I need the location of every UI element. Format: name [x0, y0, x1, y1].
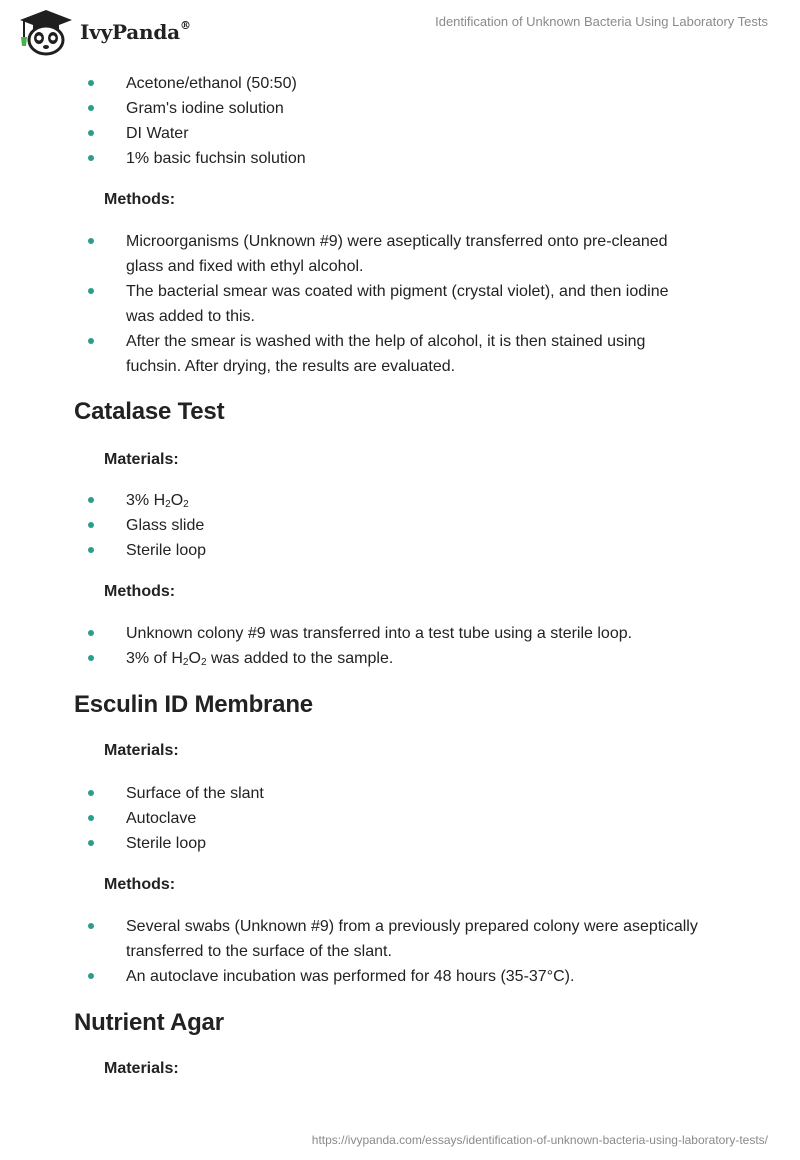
list-item: 1% basic fuchsin solution — [126, 146, 736, 171]
bullet-icon — [88, 338, 94, 344]
section-heading-esculin: Esculin ID Membrane — [74, 691, 313, 718]
list-item: Acetone/ethanol (50:50) — [126, 71, 736, 96]
bullet-icon — [88, 238, 94, 244]
methods-subheading: Methods: — [104, 191, 176, 208]
document-title: Identification of Unknown Bacteria Using Laboratory Tests — [435, 14, 768, 29]
bullet-icon — [88, 497, 94, 503]
bullet-icon — [88, 923, 94, 929]
list-item: The bacterial smear was coated with pigment (crystal violet), and then iodine was added to this. — [126, 279, 736, 329]
bullet-icon — [88, 130, 94, 136]
bullet-icon — [88, 105, 94, 111]
panda-mortarboard-icon — [16, 8, 76, 56]
logo-text: IvyPanda® — [80, 19, 191, 44]
list-item: Unknown colony #9 was transferred into a test tube using a sterile loop. — [126, 621, 736, 646]
bullet-icon — [88, 973, 94, 979]
bullet-icon — [88, 790, 94, 796]
section-heading-catalase: Catalase Test — [74, 398, 225, 425]
bullet-icon — [88, 815, 94, 821]
list-item: Gram's iodine solution — [126, 96, 736, 121]
materials-subheading: Materials: — [104, 1060, 179, 1077]
bullet-icon — [88, 655, 94, 661]
list-item: DI Water — [126, 121, 736, 146]
list-item: Several swabs (Unknown #9) from a previously prepared colony were aseptically transferred to the surface of the slant. — [126, 914, 736, 964]
ivypanda-logo[interactable] — [16, 8, 191, 56]
bullet-icon — [88, 80, 94, 86]
list-item: An autoclave incubation was performed for 48 hours (35-37°C). — [126, 964, 736, 989]
section-heading-nutrient-agar: Nutrient Agar — [74, 1009, 224, 1036]
bullet-icon — [88, 522, 94, 528]
list-item: 3% of $H_2O_2$ was added to the sample. — [126, 646, 736, 671]
list-item: Surface of the slant — [126, 781, 736, 806]
methods-subheading: Methods: — [104, 583, 176, 600]
list-item: Microorganisms (Unknown #9) were aseptically transferred onto pre-cleaned glass and fixed with ethyl alcohol. — [126, 229, 736, 279]
list-item: Glass slide — [126, 513, 736, 538]
page-header — [0, 0, 800, 62]
materials-subheading: Materials: — [104, 451, 179, 468]
list-item: After the smear is washed with the help of alcohol, it is then stained using fuchsin. After drying, the results are evaluated. — [126, 329, 736, 379]
source-url-link[interactable]: https://ivypanda.com/essays/identification-of-unknown-bacteria-using-laboratory-tests/ — [311, 1133, 768, 1147]
list-item: Sterile loop — [126, 538, 736, 563]
bullet-icon — [88, 155, 94, 161]
list-item: Sterile loop — [126, 831, 736, 856]
bullet-icon — [88, 840, 94, 846]
materials-subheading: Materials: — [104, 742, 179, 759]
bullet-icon — [88, 288, 94, 294]
list-item: Autoclave — [126, 806, 736, 831]
list-item: 3% $H_2O_2$ — [126, 488, 736, 513]
methods-subheading: Methods: — [104, 876, 176, 893]
bullet-icon — [88, 630, 94, 636]
bullet-icon — [88, 547, 94, 553]
